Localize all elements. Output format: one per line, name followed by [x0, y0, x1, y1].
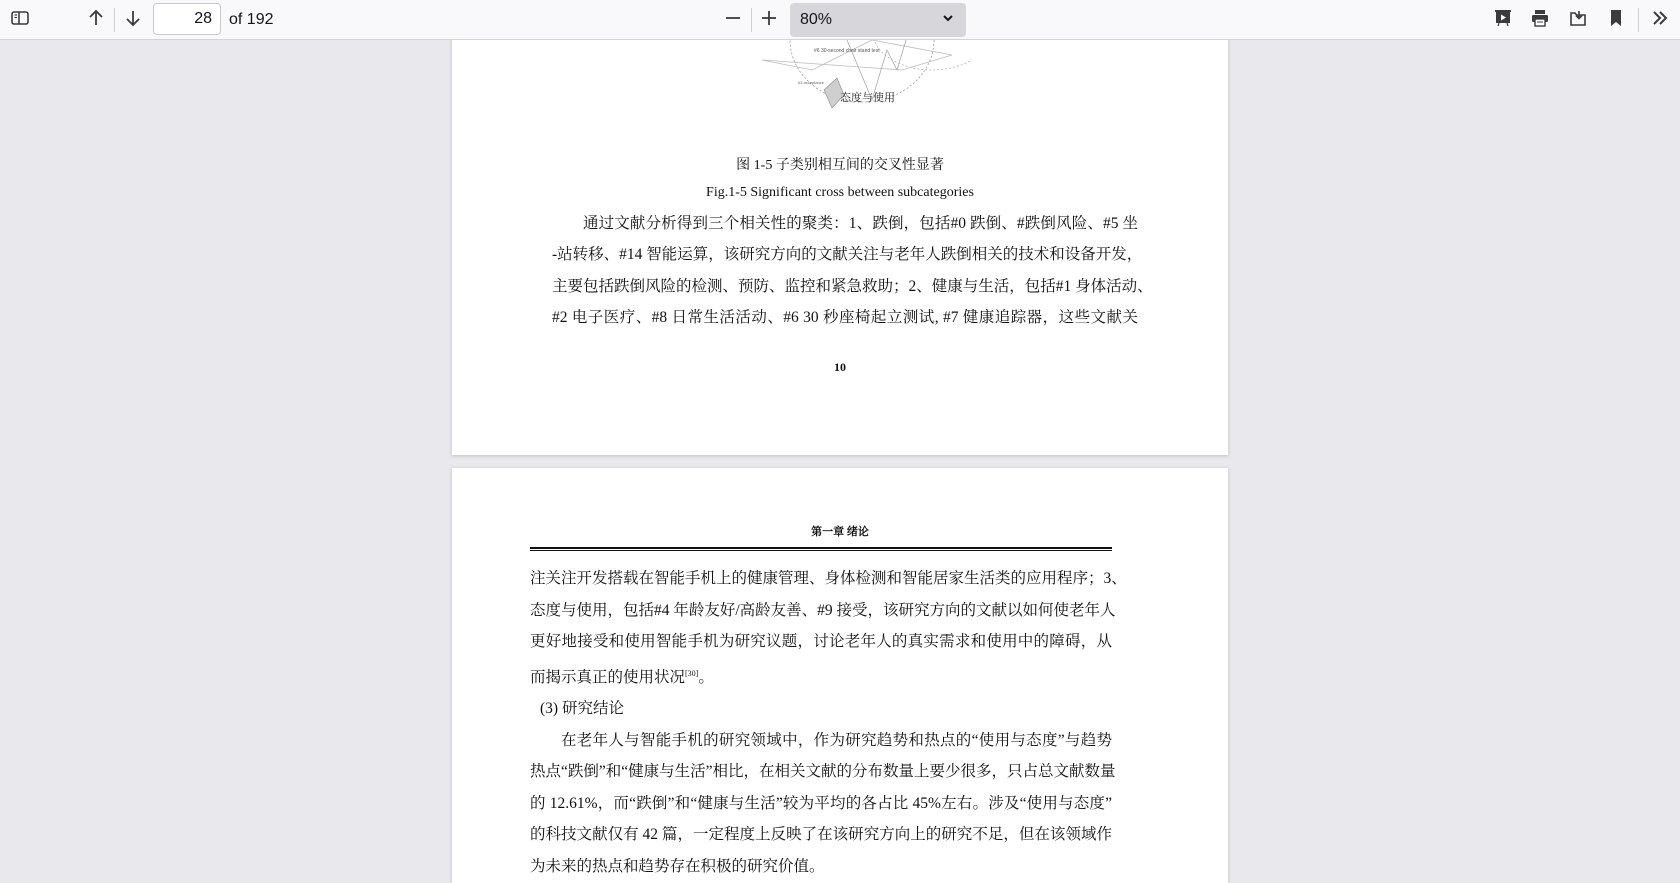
double-chevron-right-icon: [1650, 8, 1670, 33]
previous-page-button[interactable]: [80, 4, 112, 36]
zoom-value: 80%: [800, 11, 833, 28]
text-line: -站转移、#14 智能运算，该研究方向的文献关注与老年人跌倒相关的技术和设备开发，: [552, 246, 1143, 264]
section-heading: (3) 研究结论: [540, 700, 624, 718]
citation-reference[interactable]: [30]: [685, 668, 699, 678]
toolbar-separator: [1638, 8, 1639, 32]
presentation-icon: [1493, 8, 1513, 33]
zoom-in-button[interactable]: [753, 4, 785, 36]
sidebar-icon: [10, 8, 30, 33]
toolbar-separator: [114, 8, 115, 32]
text-line: 的科技文献仅有 42 篇，一定程度上反映了在该研究方向上的研究不足，但在该领域作: [530, 826, 1112, 844]
running-header: 第一章 绪论: [811, 526, 869, 538]
text-line: 热点“跌倒”和“健康与生活”相比，在相关文献的分布数量上要少很多，只占总文献数量: [530, 763, 1116, 781]
sidebar-toggle-button[interactable]: [4, 4, 36, 36]
zoom-out-button[interactable]: [717, 4, 749, 36]
print-button[interactable]: [1524, 4, 1556, 36]
text-line: 更好地接受和使用智能手机为研究议题，讨论老年人的真实需求和使用中的障碍，从: [530, 633, 1112, 650]
text-line: 通过文献分析得到三个相关性的聚类：1、跌倒，包括#0 跌倒、#跌倒风险、#5 坐: [583, 215, 1138, 232]
body-text: [530, 563, 1127, 882]
pdf-page-29: [452, 468, 1228, 883]
arrow-up-icon: [86, 8, 106, 33]
svg-text:态度与使用: 态度与使用: [840, 91, 895, 104]
arrow-down-icon: [123, 8, 143, 33]
presentation-mode-button[interactable]: [1487, 4, 1519, 36]
header-rule: [530, 547, 1112, 551]
text-line: 态度与使用，包括#4 年龄友好/高龄友善、#9 接受，该研究方向的文献以如何使老年人: [530, 601, 1116, 619]
page-count: of 192: [229, 11, 274, 28]
text-line: 主要包括跌倒风险的检测、预防、监控和紧急救助；2、健康与生活，包括#1 身体活动、: [552, 277, 1153, 295]
minus-icon: [723, 8, 743, 33]
figure-caption-english: Fig.1-5 Significant cross between subcategories: [706, 185, 974, 200]
svg-text:#3 acceptance: #3 acceptance: [798, 80, 825, 85]
text-line-content: 而揭示真正的使用状况: [530, 668, 686, 686]
text-line: 在老年人与智能手机的研究领域中，作为研究趋势和热点的“使用与态度”与趋势: [561, 731, 1112, 749]
save-button[interactable]: [1562, 4, 1594, 36]
chevron-down-icon: [942, 11, 954, 29]
text-line: 为未来的热点和趋势存在积极的研究价值。: [530, 857, 825, 875]
zoom-select[interactable]: [790, 3, 966, 37]
text-line-end: 。: [698, 668, 714, 686]
plus-icon: [759, 8, 779, 33]
bookmark-button[interactable]: [1600, 4, 1632, 36]
toolbar-separator: [751, 8, 752, 32]
figure-caption-chinese: 图 1-5 子类别相互间的交叉性显著: [736, 158, 944, 173]
text-line: 注关注开发搭载在智能手机上的健康管理、身体检测和智能居家生活类的应用程序；3、: [530, 570, 1127, 587]
text-line: 的 12.61%，而“跌倒”和“健康与生活”较为平均的各占比 45%左右。涉及“使用与态度”: [530, 794, 1112, 812]
text-line: #2 电子医疗、#8 日常生活活动、#6 30 秒座椅起立测试, #7 健康追踪器，这些文献关: [552, 308, 1138, 326]
print-icon: [1530, 8, 1550, 33]
next-page-button[interactable]: [117, 4, 149, 36]
pdf-page-28: [452, 40, 1228, 455]
tools-menu-button[interactable]: [1644, 4, 1676, 36]
save-download-icon: [1568, 8, 1588, 33]
bookmark-icon: [1606, 8, 1626, 33]
body-paragraph: [552, 208, 1153, 333]
document-viewer[interactable]: [0, 40, 1680, 883]
figure-cluster-diagram: [752, 40, 972, 112]
pdf-toolbar: [0, 0, 1680, 40]
page-number-input[interactable]: [153, 3, 221, 35]
svg-text:#6 30-second chair stand test: #6 30-second chair stand test: [814, 48, 880, 54]
text-line: [530, 658, 1112, 694]
page-footer-number: 10: [834, 360, 846, 374]
